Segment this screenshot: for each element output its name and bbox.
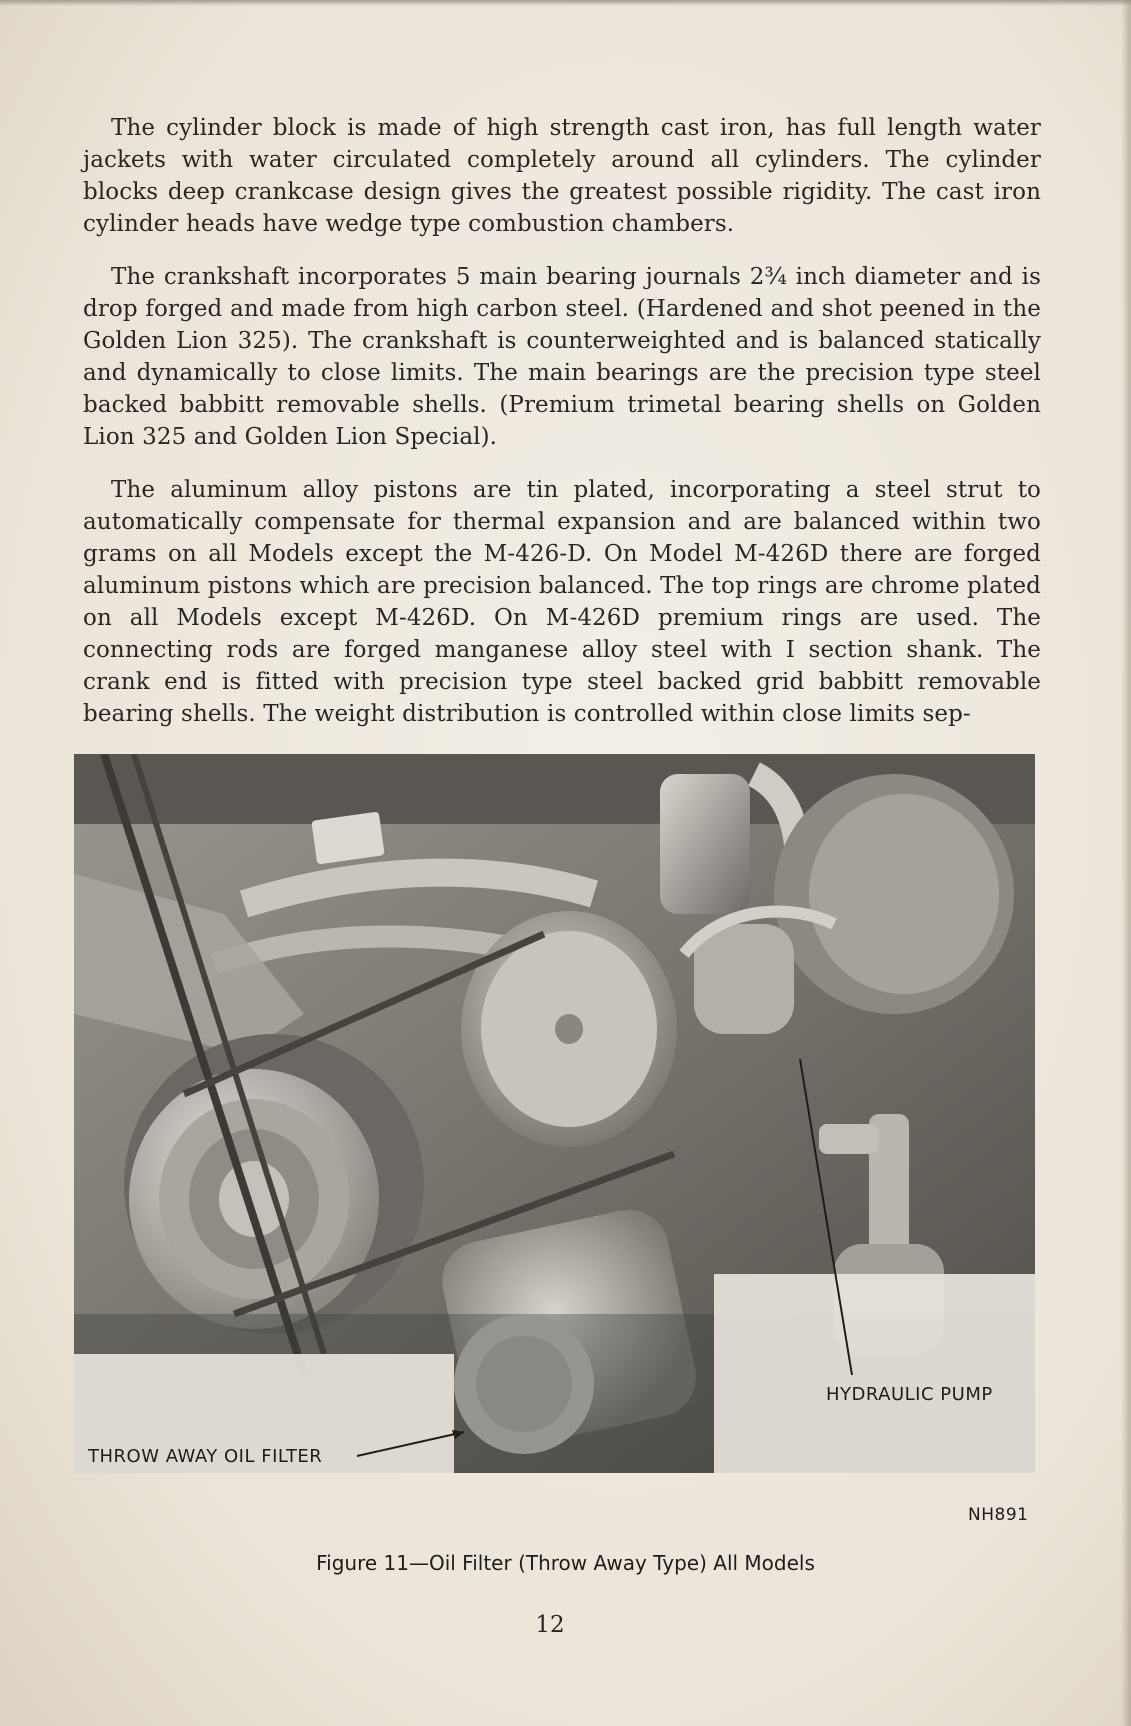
engine-photo-illustration: [74, 754, 1035, 1473]
figure-caption: Figure 11—Oil Filter (Throw Away Type) All Models: [316, 1551, 815, 1575]
engine-photo: [74, 754, 1035, 1473]
figure-code: NH891: [968, 1505, 1029, 1525]
paragraph-pistons: The aluminum alloy pistons are tin plated, incorporating a steel strut to automatically compensate for thermal expansion and are balanced within two grams on all Models except the M-426-D. On Model M-426D there are forged aluminum pistons which are precision balanced. The top rings are chrome plated on all Models except M-426D. On M-426D premium rings are used. The connecting rods are forged manganese alloy steel with I section shank. The crank end is fitted with precision type steel backed grid babbitt removable bearing shells. The weight distribution is controlled within close limits sep-: [83, 477, 1041, 727]
hydraulic-pump-label: HYDRAULIC PUMP: [826, 1384, 993, 1405]
page-top-edge: [0, 0, 1131, 6]
oil-filter-label: THROW AWAY OIL FILTER: [88, 1446, 323, 1467]
page-right-edge: [1121, 0, 1131, 1726]
paragraph-cylinder-block: The cylinder block is made of high strength cast iron, has full length water jackets with water circulated completely around all cylinders. The cylinder blocks deep crankcase design gives the greatest possible rigidity. The cast iron cylinder heads have wedge type combustion chambers.: [83, 115, 1041, 237]
page-number: 12: [535, 1612, 565, 1638]
body-text: [83, 112, 1041, 751]
paragraph-crankshaft: The crankshaft incorporates 5 main bearing journals 2¾ inch diameter and is drop forged and made from high carbon steel. (Hardened and shot peened in the Golden Lion 325). The crankshaft is counterweighted and is balanced statically and dynamically to close limits. The main bearings are the precision type steel backed babbitt removable shells. (Premium trimetal bearing shells on Golden Lion 325 and Golden Lion Special).: [83, 264, 1041, 450]
